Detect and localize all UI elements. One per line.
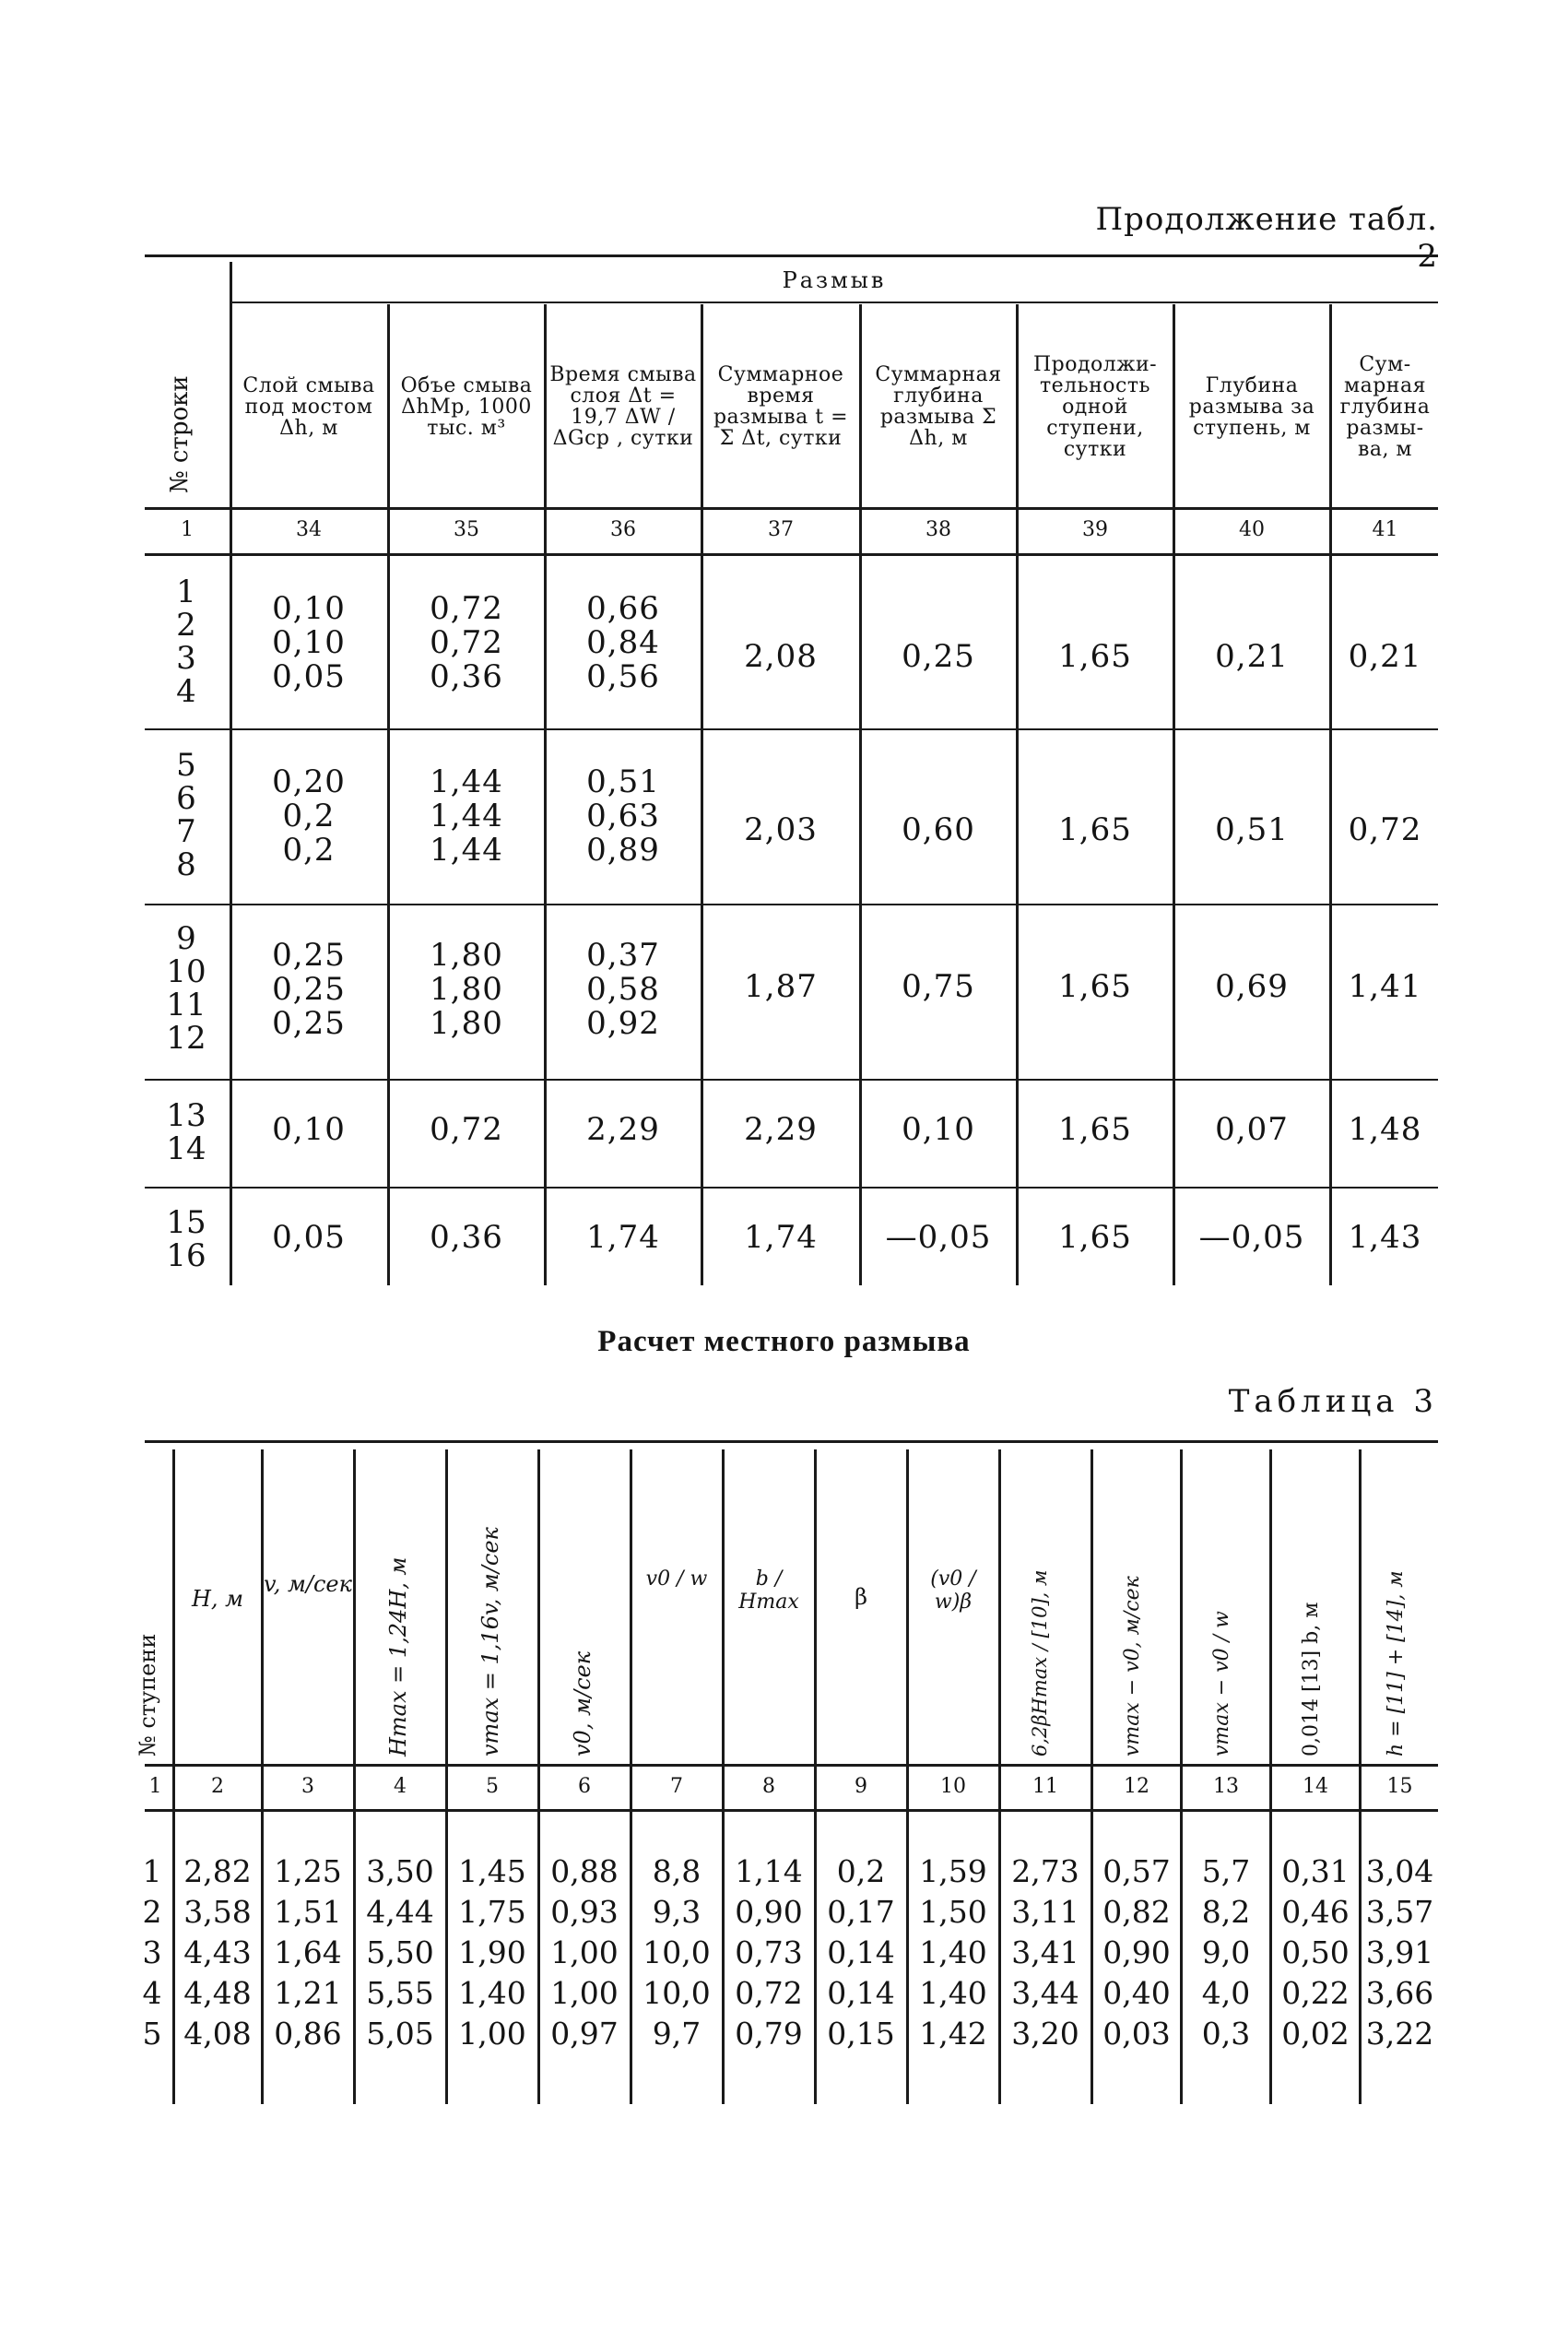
- table2-cell: 1,48: [1348, 1111, 1422, 1148]
- table2-cell: 0,72: [1348, 811, 1422, 848]
- table2-group-rule: [230, 302, 1438, 303]
- table2-cell: 0,89: [586, 832, 660, 869]
- table3-colnum: 5: [486, 1775, 499, 1798]
- table3-cell: 4: [142, 1975, 162, 2011]
- table2-row-number: 2: [176, 607, 196, 644]
- table3-cell: 3,44: [1011, 1975, 1079, 2011]
- table3-cell: 0,57: [1102, 1853, 1171, 1889]
- table3-cell: 3,66: [1365, 1975, 1434, 2011]
- table3-cell: 4,0: [1201, 1975, 1251, 2011]
- table2-cell: 0,66: [586, 590, 660, 627]
- table3-cell: 1,25: [274, 1853, 342, 1889]
- table2-cell: 0,05: [272, 658, 346, 695]
- table3-cell: 3,57: [1365, 1894, 1434, 1930]
- table2-group-divider: [145, 1079, 1438, 1081]
- table2-row-number: 8: [176, 846, 196, 883]
- table2-colnum: 36: [610, 518, 636, 541]
- table2-header-rule: [145, 507, 1438, 510]
- table3-header-rule: [145, 1764, 1438, 1767]
- table2-cell: 0,36: [430, 658, 503, 695]
- table3-col-header-13: vmax − v0 / w: [1210, 1611, 1233, 1756]
- table3-col-header-7: v0 / w: [645, 1567, 708, 1591]
- table2-cell: 0,60: [902, 811, 975, 848]
- table2-cell: 1,44: [430, 832, 503, 869]
- table2-colnum: 40: [1239, 518, 1265, 541]
- table2-col-header-34: Слой смыва под мостом Δh, м: [242, 373, 375, 440]
- table3-cell: 0,79: [735, 2016, 803, 2052]
- table2-col-header-40: Глубина размыва за ступень, м: [1188, 373, 1315, 440]
- table2-cell: —0,05: [1198, 1219, 1305, 1256]
- table2-cell: 0,2: [282, 798, 336, 834]
- table2-cell: 0,51: [1215, 811, 1289, 848]
- table3-colnum: 2: [211, 1775, 224, 1798]
- table2-cell: 0,25: [902, 638, 975, 675]
- table2-cell: 1,44: [430, 798, 503, 834]
- table3-cell: 1,90: [458, 1934, 526, 1970]
- table2-cell: 0,2: [282, 832, 336, 869]
- table3-cell: 0,31: [1281, 1853, 1350, 1889]
- table2-cell: 1,43: [1348, 1219, 1422, 1256]
- table2-row-number: 7: [176, 813, 196, 850]
- table3-cell: 0,88: [550, 1853, 619, 1889]
- table3-col-header-6: v0, м/сек: [570, 1650, 595, 1756]
- table3-cell: 4,08: [183, 2016, 252, 2052]
- table2-cell: 0,25: [272, 937, 346, 974]
- table3-colnum: 9: [855, 1775, 867, 1798]
- table3-cell: 1,14: [735, 1853, 803, 1889]
- table2-group-divider: [145, 728, 1438, 730]
- table3-cell: 5,50: [366, 1934, 434, 1970]
- table3-cell: 0,03: [1102, 2016, 1171, 2052]
- table2-cell: 0,05: [272, 1219, 346, 1256]
- table2-col-header-38: Суммарная глубина размыва Σ Δh, м: [875, 363, 1002, 450]
- table2-colnum: 35: [454, 518, 479, 541]
- table2-row-number: 13: [166, 1097, 206, 1134]
- table2-cell: 1,74: [586, 1219, 660, 1256]
- table3-colnum: 3: [301, 1775, 314, 1798]
- table3-cell: 0,90: [1102, 1934, 1171, 1970]
- table3-cell: 1,64: [274, 1934, 342, 1970]
- table2-col-header-36: Время смыва слоя Δt = 19,7 ΔW / ΔGср , сутки: [549, 363, 697, 450]
- table3-cell: 9,0: [1201, 1934, 1251, 1970]
- table3-cell: 3,22: [1365, 2016, 1434, 2052]
- table3-colnum: 6: [578, 1775, 591, 1798]
- table3-cell: 3,41: [1011, 1934, 1079, 1970]
- table3-cell: 8,8: [652, 1853, 701, 1889]
- table2-row-number: 9: [176, 920, 196, 957]
- table3-cell: 1,50: [919, 1894, 987, 1930]
- table3-cell: 0,3: [1201, 2016, 1251, 2052]
- table2-cell: 0,72: [430, 1111, 503, 1148]
- table3-cell: 1,21: [274, 1975, 342, 2011]
- table3-cell: 1: [142, 1853, 162, 1889]
- table2-cell: 2,03: [744, 811, 818, 848]
- table3-cell: 1,45: [458, 1853, 526, 1889]
- table2-row-number: 6: [176, 780, 196, 817]
- table2-cell: 1,41: [1348, 968, 1422, 1005]
- table3-cell: 0,46: [1281, 1894, 1350, 1930]
- table2-cell: 1,44: [430, 763, 503, 800]
- table2-row-number: 11: [166, 987, 206, 1023]
- table2-colnum: 41: [1372, 518, 1398, 541]
- table3-col-header-2: H, м: [191, 1586, 244, 1612]
- table2-cell: 0,84: [586, 624, 660, 661]
- table2-cell: 1,74: [744, 1219, 818, 1256]
- table2-cell: 0,72: [430, 590, 503, 627]
- table2-cell: 0,10: [902, 1111, 975, 1148]
- section-title: Расчет местного размыва: [597, 1325, 971, 1358]
- table3-cell: 5,55: [366, 1975, 434, 2011]
- table3-cell: 5,7: [1201, 1853, 1251, 1889]
- table3-cell: 1,75: [458, 1894, 526, 1930]
- table3-cell: 10,0: [643, 1975, 711, 2011]
- table2-col-header-39: Продолжи-тельность одной ступени, сутки: [1032, 352, 1158, 461]
- table2-cell: 0,51: [586, 763, 660, 800]
- table2-cell: 2,29: [586, 1111, 660, 1148]
- table3-cell: 1,40: [919, 1975, 987, 2011]
- table2-colnum: 1: [181, 518, 194, 541]
- table2-cell: 0,36: [430, 1219, 503, 1256]
- table3-cell: 1,42: [919, 2016, 987, 2052]
- table2-row-number: 5: [176, 747, 196, 784]
- table3-cell: 0,14: [827, 1975, 895, 2011]
- table2-cell: 0,63: [586, 798, 660, 834]
- table3-colnum: 10: [940, 1775, 966, 1798]
- table2-cell: 0,21: [1215, 638, 1289, 675]
- table3-cell: 4,43: [183, 1934, 252, 1970]
- table3-cell: 0,14: [827, 1934, 895, 1970]
- table2-cell: —0,05: [885, 1219, 992, 1256]
- table3-cell: 1,40: [458, 1975, 526, 2011]
- table3-cell: 0,15: [827, 2016, 895, 2052]
- table3-colnum: 4: [394, 1775, 407, 1798]
- table3-cell: 4,48: [183, 1975, 252, 2011]
- table3-cell: 0,97: [550, 2016, 619, 2052]
- table2-group-divider: [145, 904, 1438, 905]
- continuation-title: Продолжение табл.: [1095, 201, 1438, 238]
- table3-cell: 0,93: [550, 1894, 619, 1930]
- table2-row-number: 3: [176, 640, 196, 677]
- table3-cell: 2,82: [183, 1853, 252, 1889]
- table3-cell: 3,20: [1011, 2016, 1079, 2052]
- table2-cell: 0,92: [586, 1005, 660, 1042]
- table2-row-number: 1: [176, 574, 196, 610]
- table2-cell: 0,72: [430, 624, 503, 661]
- table2-row-header: № строки: [166, 375, 194, 493]
- table3-col-header-1: № ступени: [135, 1633, 160, 1756]
- table3-cell: 0,40: [1102, 1975, 1171, 2011]
- table3-colnum: 13: [1213, 1775, 1239, 1798]
- table2-cell: 0,25: [272, 1005, 346, 1042]
- table3-col-header-11: 6,2βHmax / [10], м: [1029, 1569, 1051, 1756]
- table3-colnum: 12: [1124, 1775, 1149, 1798]
- table3-cell: 0,2: [836, 1853, 886, 1889]
- table3-col-header-14: 0,014 [13] b, м: [1300, 1602, 1323, 1756]
- table2-row-number: 4: [176, 673, 196, 710]
- table2-group-divider: [145, 1187, 1438, 1189]
- table3-title: Таблица 3: [1228, 1383, 1438, 1420]
- table3-cell: 8,2: [1201, 1894, 1251, 1930]
- table2-cell: 0,75: [902, 968, 975, 1005]
- table3-colnum: 14: [1303, 1775, 1328, 1798]
- table2-cell: 2,08: [744, 638, 818, 675]
- table3-cell: 3,50: [366, 1853, 434, 1889]
- table2-top-rule: [145, 254, 1438, 257]
- table2-row-number: 12: [166, 1020, 206, 1057]
- table2-cell: 1,80: [430, 971, 503, 1008]
- table3-colnum-rule: [145, 1809, 1438, 1812]
- table3-col-header-5: vmax = 1,16v, м/сек: [477, 1527, 503, 1756]
- table3-cell: 2,73: [1011, 1853, 1079, 1889]
- table2-cell: 0,21: [1348, 638, 1422, 675]
- table2-col-header-37: Суммарное время размыва t = Σ Δt, сутки: [713, 363, 849, 450]
- table2-cell: 0,69: [1215, 968, 1289, 1005]
- table3-cell: 0,72: [735, 1975, 803, 2011]
- table3-cell: 9,3: [652, 1894, 701, 1930]
- table3-cell: 5: [142, 2016, 162, 2052]
- table2-cell: 2,29: [744, 1111, 818, 1148]
- table3-col-header-10: (v0 / w)β: [930, 1567, 976, 1614]
- table2-cell: 1,65: [1058, 1219, 1132, 1256]
- table3-cell: 10,0: [643, 1934, 711, 1970]
- table2-cell: 0,10: [272, 624, 346, 661]
- table2-cell: 0,20: [272, 763, 346, 800]
- table3-col-header-8: b / Hmax: [738, 1567, 799, 1614]
- table3-cell: 1,51: [274, 1894, 342, 1930]
- table2-colnum: 39: [1082, 518, 1108, 541]
- table3-cell: 0,73: [735, 1934, 803, 1970]
- table3-cell: 3,91: [1365, 1934, 1434, 1970]
- table3-col-header-15: h = [11] + [14], м: [1385, 1570, 1408, 1756]
- table2-col-header-41: Сум-марная глубина размы-ва, м: [1339, 352, 1431, 461]
- table2-group-header: Размыв: [782, 266, 887, 293]
- table3-cell: 0,17: [827, 1894, 895, 1930]
- table3-col-header-4: Hmax = 1,24H, м: [385, 1556, 411, 1756]
- table3-cell: 0,50: [1281, 1934, 1350, 1970]
- table2-row-number: 15: [166, 1204, 206, 1241]
- table3-cell: 1,00: [550, 1975, 619, 2011]
- table3-cell: 1,59: [919, 1853, 987, 1889]
- table3-colnum: 1: [148, 1775, 162, 1798]
- table2-cell: 1,65: [1058, 1111, 1132, 1148]
- table3-cell: 9,7: [652, 2016, 701, 2052]
- table2-colnum: 37: [768, 518, 794, 541]
- table2-cell: 0,10: [272, 590, 346, 627]
- table2-cell: 0,10: [272, 1111, 346, 1148]
- table3-cell: 1,40: [919, 1934, 987, 1970]
- table2-cell: 1,87: [744, 968, 818, 1005]
- table3-colnum: 15: [1386, 1775, 1413, 1798]
- table3-col-header-9: β: [855, 1584, 867, 1610]
- table3-cell: 0,22: [1281, 1975, 1350, 2011]
- table3-cell: 0,86: [274, 2016, 342, 2052]
- table2-cell: 1,80: [430, 1005, 503, 1042]
- table3-col-header-12: vmax − v0, м/сек: [1121, 1576, 1144, 1756]
- table3-colnum: 11: [1032, 1775, 1058, 1798]
- table3-cell: 4,44: [366, 1894, 434, 1930]
- table2-cell: 0,07: [1215, 1111, 1289, 1148]
- table2-colnum-rule: [145, 553, 1438, 556]
- table3-cell: 0,82: [1102, 1894, 1171, 1930]
- table2-cell: 1,80: [430, 937, 503, 974]
- table3-cell: 0,02: [1281, 2016, 1350, 2052]
- table3-cell: 3,11: [1011, 1894, 1079, 1930]
- table3-cell: 1,00: [458, 2016, 526, 2052]
- table2-col-header-35: Объе смыва ΔhMp, 1000 тыс. м³: [400, 373, 533, 440]
- table2-cell: 0,37: [586, 937, 660, 974]
- table3-cell: 3: [142, 1934, 162, 1970]
- table2-cell: 1,65: [1058, 811, 1132, 848]
- table2-colnum: 34: [296, 518, 322, 541]
- table2-cell: 0,58: [586, 971, 660, 1008]
- table2-row-number: 14: [166, 1130, 206, 1167]
- table3-cell: 1,00: [550, 1934, 619, 1970]
- table2-row-number: 10: [166, 953, 206, 990]
- table3-cell: 2: [142, 1894, 162, 1930]
- table3-cell: 5,05: [366, 2016, 434, 2052]
- table3-col-header-3: v, м/сек: [264, 1571, 352, 1597]
- table2-cell: 1,65: [1058, 968, 1132, 1005]
- table2-row-number: 16: [166, 1237, 206, 1274]
- table3-colnum: 7: [670, 1775, 683, 1798]
- table3-cell: 3,58: [183, 1894, 252, 1930]
- table3-colnum: 8: [762, 1775, 775, 1798]
- table2-cell: 0,56: [586, 658, 660, 695]
- table2-colnum: 38: [925, 518, 951, 541]
- table3-cell: 0,90: [735, 1894, 803, 1930]
- table3-top-rule: [145, 1440, 1438, 1443]
- table3-cell: 3,04: [1365, 1853, 1434, 1889]
- table2-cell: 1,65: [1058, 638, 1132, 675]
- table2-cell: 0,25: [272, 971, 346, 1008]
